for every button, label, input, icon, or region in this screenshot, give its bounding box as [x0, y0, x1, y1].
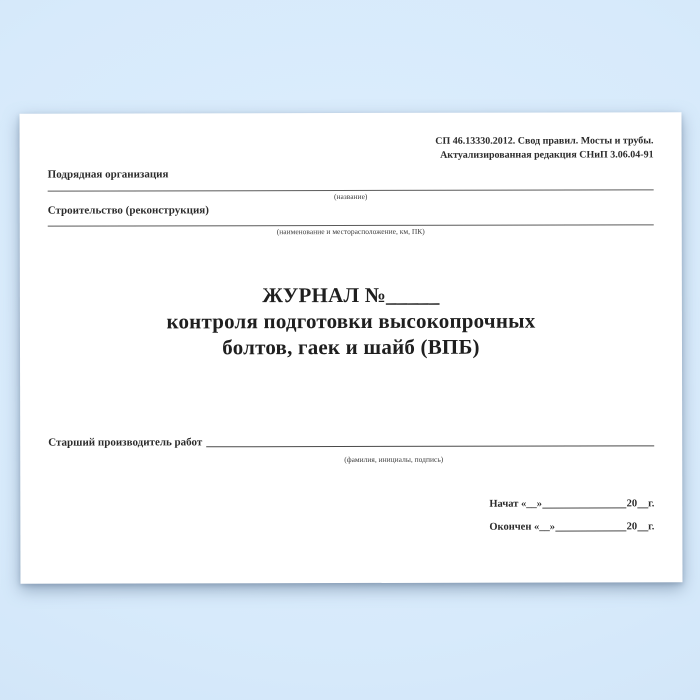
- date-finished-fill-line: [555, 530, 627, 531]
- date-finished-year: 20: [626, 521, 638, 533]
- standard-reference-line2: Актуализированная редакция СНиП 3.06.04-91: [440, 148, 654, 161]
- date-started-label: Начат «__»: [489, 498, 543, 510]
- date-finished-suffix: г.: [648, 521, 655, 533]
- date-started-fill-line: [542, 507, 627, 508]
- journal-title-number-line: ЖУРНАЛ №_____: [262, 282, 440, 308]
- date-started-suffix: г.: [648, 498, 655, 510]
- date-finished-row: [489, 520, 654, 533]
- foreman-row: [48, 435, 654, 449]
- foreman-label: Старший производитель работ: [48, 436, 203, 449]
- date-started-year: 20: [626, 498, 638, 510]
- journal-title-line2: контроля подготовки высокопрочных: [166, 308, 536, 334]
- construction-caption: (наименование и месторасположение, км, ПК): [276, 226, 425, 237]
- foreman-caption-wrap: [133, 448, 654, 467]
- construction-label: Строительство (реконструкция): [47, 204, 209, 217]
- contractor-caption: (название): [333, 191, 368, 202]
- standard-reference: [48, 134, 654, 162]
- foreman-fill-line: [206, 445, 654, 447]
- standard-reference-line1: СП 46.13330.2012. Свод правил. Мосты и трубы.: [435, 135, 654, 147]
- date-started-year-blank: [637, 507, 648, 508]
- journal-title-line3: болтов, гаек и шайб (ВПБ): [222, 334, 480, 360]
- date-started-row: [489, 497, 654, 510]
- date-finished-label: Окончен «__»: [489, 521, 556, 533]
- journal-cover-page: [20, 112, 683, 583]
- dates-block: [489, 497, 654, 533]
- date-finished-year-blank: [637, 530, 648, 531]
- contractor-label: Подрядная организация: [47, 168, 169, 181]
- foreman-caption: (фамилия, инициалы, подпись): [344, 454, 444, 465]
- journal-title: [48, 281, 654, 360]
